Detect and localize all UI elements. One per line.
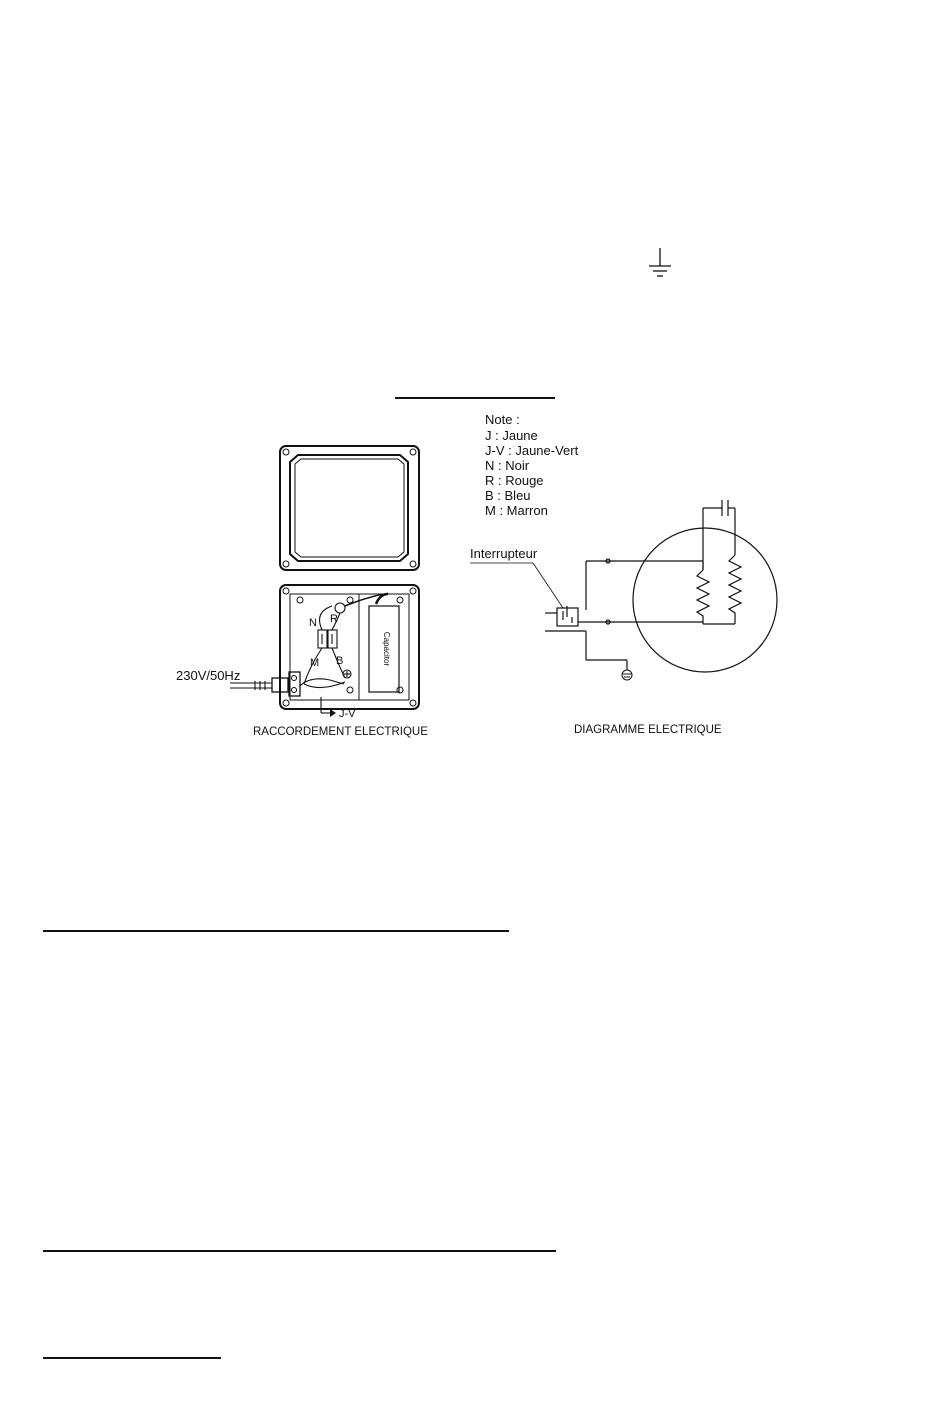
wire-label-r: R xyxy=(330,613,338,625)
legend-item: R : Rouge xyxy=(485,473,544,488)
ground-symbol-top xyxy=(649,248,671,276)
wire-label-b: B xyxy=(336,655,344,667)
electrical-schematic xyxy=(470,500,777,680)
capacitor-component xyxy=(369,594,399,692)
switch-label: Interrupteur xyxy=(470,546,538,561)
legend-item: N : Noir xyxy=(485,458,530,473)
legend-title: Note : xyxy=(485,412,520,427)
terminal-wiring xyxy=(230,594,388,713)
legend-item: J-V : Jaune-Vert xyxy=(485,443,579,458)
legend-item: M : Marron xyxy=(485,503,548,518)
supply-voltage-label: 230V/50Hz xyxy=(176,668,241,683)
legend-item: J : Jaune xyxy=(485,428,538,443)
jv-arrow-head xyxy=(330,709,336,717)
junction-box-lid xyxy=(280,446,419,570)
color-legend xyxy=(485,412,579,518)
wire-label-n: N xyxy=(309,617,317,629)
electrical-diagram-caption: DIAGRAMME ELECTRIQUE xyxy=(574,724,722,736)
legend-item: B : Bleu xyxy=(485,488,531,503)
wire-label-jv: J-V xyxy=(339,708,356,720)
wire-label-m: M xyxy=(310,657,320,669)
connection-diagram-caption: RACCORDEMENT ELECTRIQUE xyxy=(253,726,428,738)
capacitor-label: Capacitor xyxy=(382,631,391,667)
